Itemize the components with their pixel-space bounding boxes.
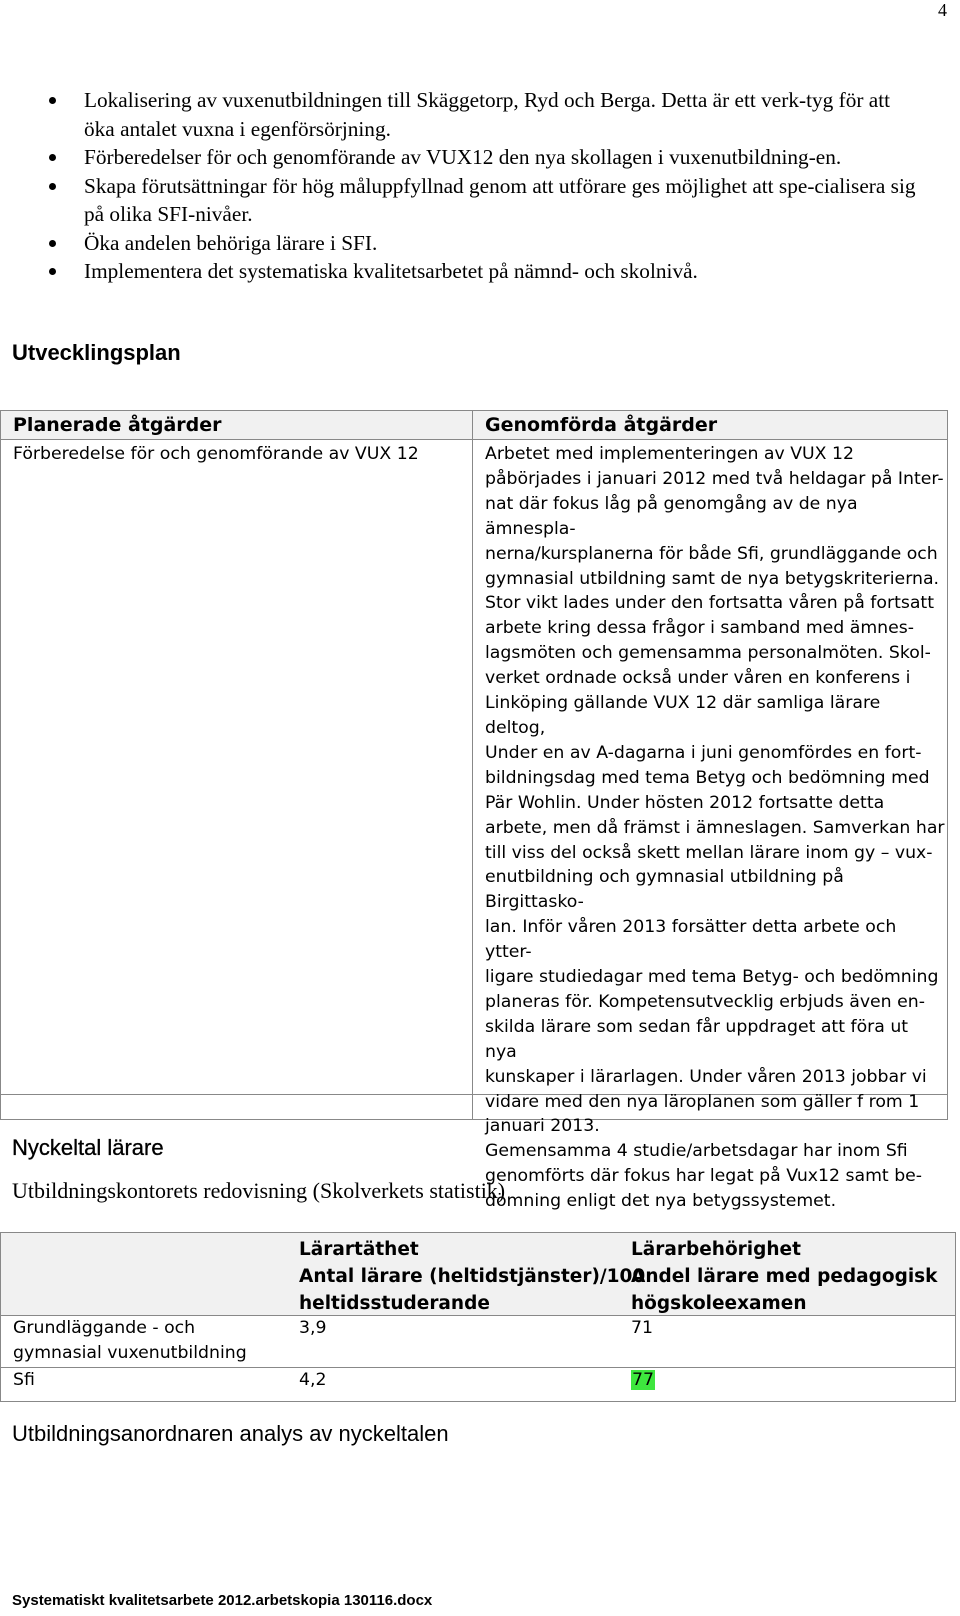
column-header-planned: Planerade åtgärder [13, 414, 222, 436]
completed-actions-line: lagsmöten och gemensamma personalmöten. Skol- [485, 643, 931, 664]
section-subheading: Utbildningskontorets redovisning (Skolverkets statistik) [12, 1178, 506, 1203]
completed-actions-line: Stor vikt lades under den fortsatta våren på fortsatt [485, 593, 934, 614]
list-item: Förberedelser för och genomförande av VUX12 den nya skollagen i vuxenutbildning-en. [44, 143, 924, 172]
completed-actions-line: kunskaper i lärarlagen. Under våren 2013 jobbar vi [485, 1066, 927, 1087]
completed-actions-line: Gemensamma 4 studie/arbetsdagar har inom Sfi [485, 1141, 908, 1162]
section-heading-analys: Utbildningsanordnaren analys av nyckeltalen [12, 1421, 449, 1446]
completed-actions-line: Pär Wohlin. Under hösten 2012 fortsatte detta [485, 792, 885, 813]
completed-actions-line: verket ordnade också under våren en konferens i [485, 668, 911, 689]
page-number: 4 [938, 0, 947, 20]
goal-list [44, 86, 924, 286]
column-divider [472, 411, 473, 1119]
completed-actions-line: bildningsdag med tema Betyg och bedömning med [485, 767, 930, 788]
value-competence-sfi [631, 1368, 655, 1393]
planned-action-cell: Förberedelse för och genomförande av VUX 12 [13, 444, 419, 464]
document-footer: Systematiskt kvalitetsarbete 2012.arbetskopia 130116.docx [12, 1592, 433, 1609]
row-label-sfi: Sfi [13, 1370, 35, 1390]
completed-actions-cell [485, 442, 945, 1214]
table-row-divider [1, 1367, 955, 1368]
list-item: Öka andelen behöriga lärare i SFI. [44, 229, 924, 258]
completed-actions-line: Under en av A-dagarna i juni genomfördes en fort- [485, 742, 922, 763]
completed-actions-line: dömning enligt det nya betygssystemet. [485, 1191, 837, 1212]
completed-actions-line: Linköping gällande VUX 12 där samliga lärare deltog, [485, 693, 881, 738]
completed-actions-line: vidare med den nya läroplanen som gäller f rom 1 [485, 1091, 920, 1112]
completed-actions-line: nerna/kursplanerna för både Sfi, grundläggande och [485, 543, 938, 564]
column-header-teacher-density: Lärartäthet Antal lärare (heltidstjänster)/100 heltidsstuderande [299, 1239, 646, 1314]
completed-actions-line: arbete kring dessa frågor i samband med ämnes- [485, 618, 915, 639]
completed-actions-line: Arbetet med implementeringen av VUX 12 [485, 444, 855, 464]
completed-actions-line: skilda lärare som sedan får uppdraget att föra ut nya [485, 1016, 909, 1062]
value-density-grundlaggande: 3,9 [299, 1318, 327, 1338]
completed-actions-line: planeras för. Kompetensutvecklig erbjuds även en- [485, 991, 925, 1012]
completed-actions-line: till viss del också skett mellan lärare inom gy – vux- [485, 842, 933, 863]
completed-actions-line: gymnasial utbildning samt de nya betygskriterierna. [485, 568, 940, 589]
key-figures-table [0, 1232, 956, 1402]
list-item: Lokalisering av vuxenutbildningen till Skäggetorp, Ryd och Berga. Detta är ett verk-tyg för att öka antalet vuxna i egenförsörjning. [44, 86, 924, 143]
completed-actions-line: genomförts där fokus har legat på Vux12 samt be- [485, 1166, 923, 1187]
value-density-sfi: 4,2 [299, 1370, 327, 1390]
list-item: Implementera det systematiska kvalitetsarbetet på nämnd- och skolnivå. [44, 257, 924, 286]
row-label-grundlaggande: Grundläggande - och gymnasial vuxenutbildning [13, 1318, 247, 1363]
completed-actions-line: nat där fokus låg på genomgång av de nya ämnespla- [485, 493, 858, 539]
completed-actions-line: enutbildning och gymnasial utbildning på Birgittasko- [485, 867, 844, 913]
section-heading-utvecklingsplan: Utvecklingsplan [12, 340, 181, 365]
highlighted-value: 77 [632, 1370, 654, 1390]
completed-actions-line: arbete, men då främst i ämneslagen. Samverkan har [485, 817, 945, 838]
completed-actions-line: januari 2013. [485, 1116, 600, 1137]
completed-actions-line: påbörjades i januari 2012 med två heldagar på Inter- [485, 468, 944, 489]
section-heading-nyckeltal: Nyckeltal lärare [12, 1135, 164, 1160]
value-competence-grundlaggande: 71 [631, 1318, 653, 1338]
completed-actions-line: ligare studiedagar med tema Betyg- och bedömning [485, 967, 939, 988]
completed-actions-line: lan. Inför våren 2013 forsätter detta arbete och ytter- [485, 917, 897, 963]
column-header-teacher-competence: Lärarbehörighet Andel lärare med pedagogisk högskoleexamen [631, 1239, 938, 1314]
column-header-done: Genomförda åtgärder [485, 414, 718, 436]
list-item: Skapa förutsättningar för hög måluppfyllnad genom att utförare ges möjlighet att spe-cialisera sig på olika SFI-nivåer. [44, 172, 924, 229]
